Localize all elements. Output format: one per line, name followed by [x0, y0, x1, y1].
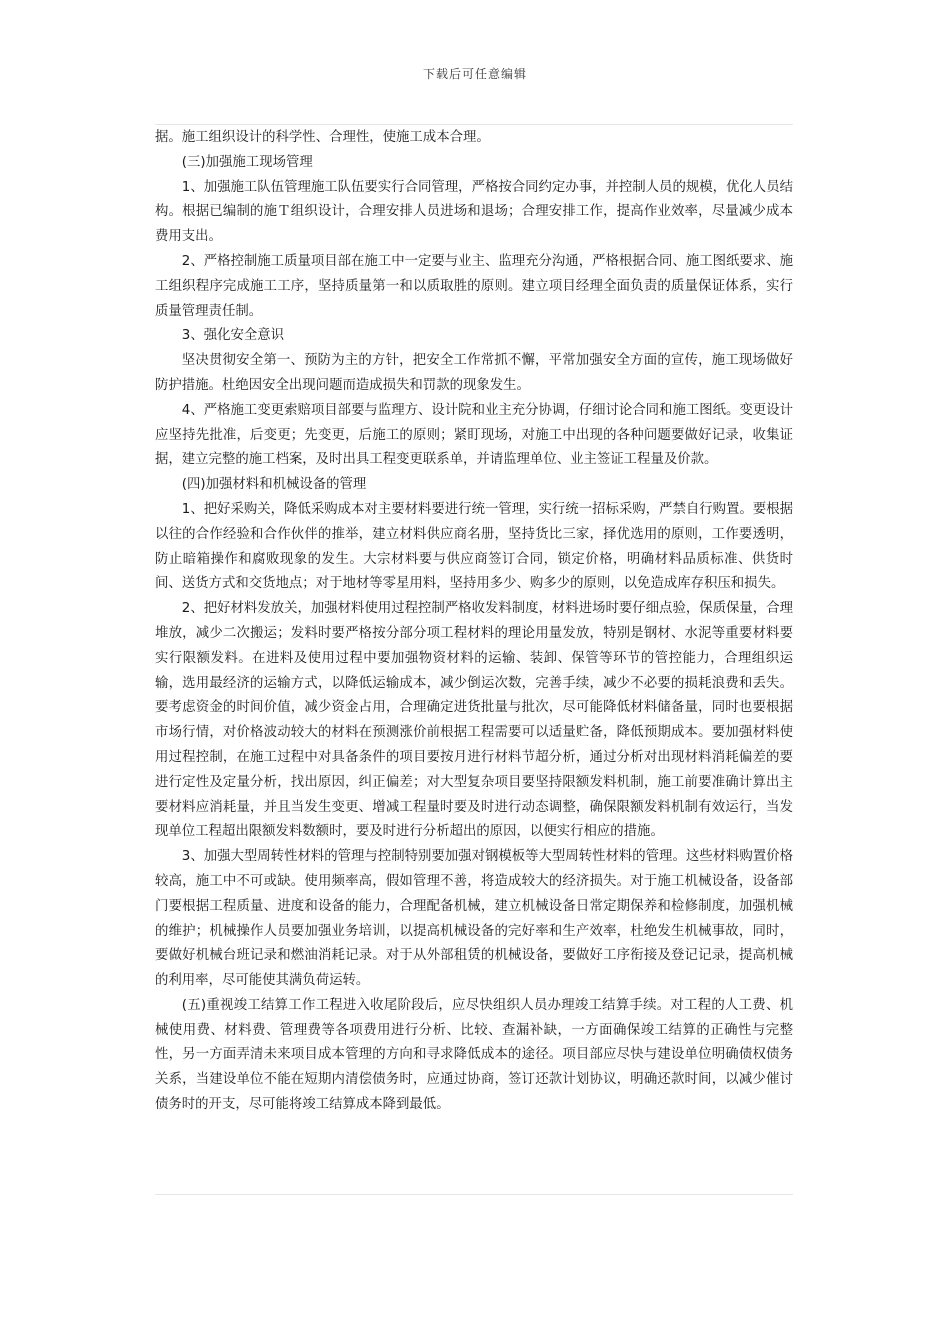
section-heading: (四)加强材料和机械设备的管理 [181, 477, 367, 493]
document-body [155, 126, 793, 1118]
paragraph: 坚决贯彻安全第一、预防为主的方针，把安全工作常抓不懈，平常加强安全方面的宣传，施工现场做好防护措施。杜绝因安全出现问题而造成损失和罚款的现象发生。 [155, 353, 793, 393]
section-heading: (三)加强施工现场管理 [181, 154, 313, 170]
paragraph: (五)重视竣工结算工作工程进入收尾阶段后，应尽快组织人员办理竣工结算手续。对工程的人工费、机械使用费、材料费、管理费等各项费用进行分析、比较、查漏补缺，一方面确保竣工结算的正确性与完整性，另一方面弄清未来项目成本管理的方向和寻求降低成本的途径。项目部应尽快与建设单位明确债权债务关系，当建设单位不能在短期内清偿债务时，应通过协商，签订还款计划协议，明确还款时间，以减少催讨债务时的开支，尽可能将竣工结算成本降到最低。 [155, 997, 793, 1113]
subsection-heading: 3、强化安全意识 [181, 328, 285, 344]
paragraph: 1、把好采购关，降低采购成本对主要材料要进行统一管理，实行统一招标采购，严禁自行购置。要根据以往的合作经验和合作伙伴的推举，建立材料供应商名册，坚持货比三家，择优选用的原则，工作要透明，防止暗箱操作和腐败现象的发生。大宗材料要与供应商签订合同，锁定价格，明确材料品质标准、供货时间、送货方式和交货地点；对于地材等零星用料，坚持用多少、购多少的原则，以免造成库存积压和损失。 [155, 501, 793, 592]
paragraph: 2、把好材料发放关，加强材料使用过程控制严格收发料制度，材料进场时要仔细点验，保质保量，合理堆放，减少二次搬运；发料时要严格按分部分项工程材料的理论用量发放，特别是钢材、水泥等重要材料要实行限额发料。在进料及使用过程中要加强物资材料的运输、装卸、保管等环节的管控能力，合理组织运输，选用最经济的运输方式，以降低运输成本，减少倒运次数，完善手续，减少不必要的损耗浪费和丢失。要考虑资金的时间价值，减少资金占用，合理确定进货批量与批次，尽可能降低材料储备量，同时也要根据市场行情，对价格波动较大的材料在预测涨价前根据工程需要可以适量贮备，降低预期成本。要加强材料使用过程控制，在施工过程中对具备条件的项目要按月进行材料节超分析，通过分析对出现材料消耗偏差的要进行定性及定量分析，找出原因，纠正偏差；对大型复杂项目要坚持限额发料机制，施工前要准确计算出主要材料应消耗量，并且当发生变更、增减工程量时要及时进行动态调整，确保限额发料机制有效运行，当发现单位工程超出限额发料数额时，要及时进行分析超出的原因，以便实行相应的措施。 [155, 601, 793, 840]
top-divider [155, 124, 793, 125]
paragraph: 1、加强施工队伍管理施工队伍要实行合同管理，严格按合同约定办事，并控制人员的规模，优化人员结构。根据已编制的施Ｔ组织设计，合理安排人员进场和退场；合理安排工作，提高作业效率，尽量减少成本费用支出。 [155, 179, 793, 245]
page-header: 下载后可任意编辑 [422, 67, 527, 81]
paragraph: 3、加强大型周转性材料的管理与控制特别要加强对钢模板等大型周转性材料的管理。这些材料购置价格较高，施工中不可或缺。使用频率高，假如管理不善，将造成较大的经济损失。对于施工机械设备，设备部门要根据工程质量、进度和设备的能力，合理配备机械，建立机械设备日常定期保养和检修制度，加强机械的维护；机械操作人员要加强业务培训，以提高机械设备的完好率和生产效率，杜绝发生机械事故，同时，要做好机械台班记录和燃油消耗记录。对于从外部租赁的机械设备，要做好工序衔接及登记记录，提高机械的利用率，尽可能使其满负荷运转。 [155, 849, 793, 989]
paragraph: 据。施工组织设计的科学性、合理性，使施工成本合理。 [155, 130, 490, 145]
paragraph: 4、严格施工变更索赔项目部要与监理方、设计院和业主充分协调，仔细讨论合同和施工图纸。变更设计应坚持先批准，后变更；先变更，后施工的原则；紧盯现场，对施工中出现的各种问题要做好记录，收集证据，建立完整的施工档案，及时出具工程变更联系单，并请监理单位、业主签证工程量及价款。 [155, 402, 793, 468]
bottom-divider [155, 1194, 793, 1195]
paragraph: 2、严格控制施工质量项目部在施工中一定要与业主、监理充分沟通，严格根据合同、施工图纸要求、施工组织程序完成施工工序，坚持质量第一和以质取胜的原则。建立项目经理全面负责的质量保证体系，实行质量管理责任制。 [155, 253, 793, 319]
